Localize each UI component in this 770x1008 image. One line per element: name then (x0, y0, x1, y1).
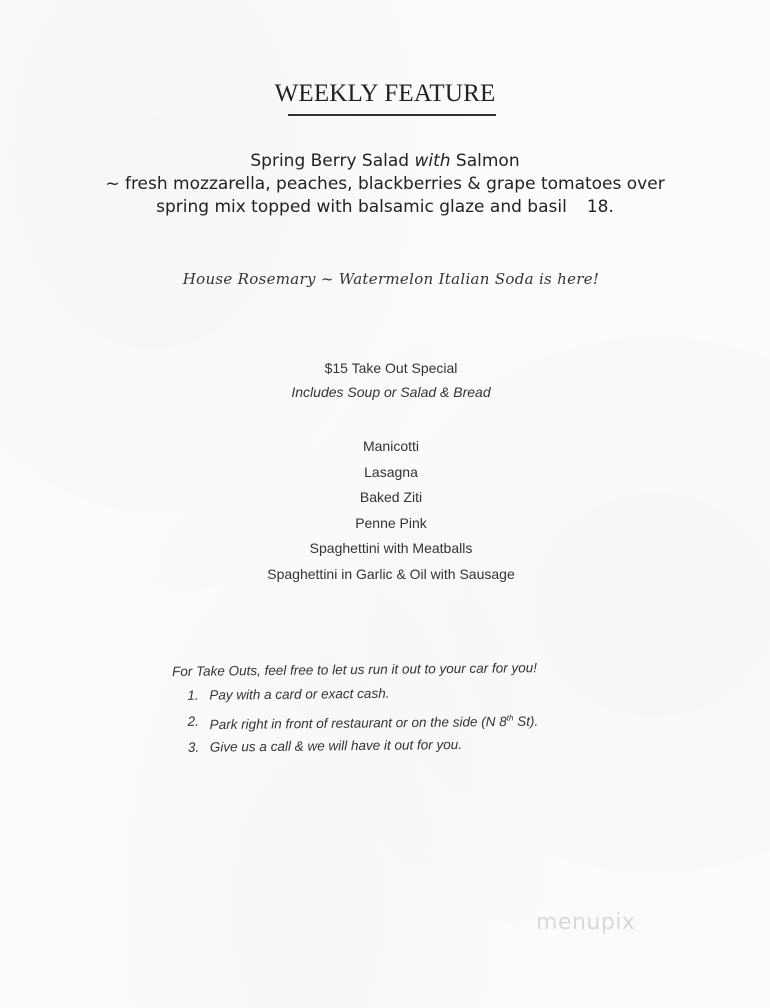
list-item: 3. Give us a call & we will have it out for you. (187, 736, 463, 755)
takeout-lead: For Take Outs, feel free to let us run it out to your car for you! (172, 660, 538, 679)
list-item: Spaghettini in Garlic & Oil with Sausage (267, 565, 515, 582)
takeout-instructions (172, 659, 643, 765)
feature-description-line-1: ~ fresh mozzarella, peaches, blackberries & grape tomatoes over (105, 174, 665, 194)
title-underline (288, 114, 496, 116)
special-title: $15 Take Out Special (324, 360, 458, 376)
soda-announcement: House Rosemary ~ Watermelon Italian Soda is here! (182, 270, 600, 288)
feature-name: Spring Berry Salad with Salmon (250, 151, 520, 171)
special-subtitle: Includes Soup or Salad & Bread (291, 384, 491, 400)
weekly-feature (0, 150, 770, 219)
list-item: Spaghettini with Meatballs (309, 540, 473, 556)
list-item: Baked Ziti (359, 489, 423, 505)
page-title: WEEKLY FEATURE (274, 80, 496, 107)
list-item: 1. Pay with a card or exact cash. (187, 685, 390, 703)
takeout-steps (172, 682, 643, 765)
list-item: Manicotti (362, 438, 420, 454)
feature-description-line-2: spring mix topped with balsamic glaze and basil 18. (156, 197, 614, 217)
feature-price: 18. (586, 197, 614, 217)
special-menu-list (0, 436, 770, 589)
list-item: Lasagna (364, 463, 418, 480)
menupix-watermark: menupix (536, 910, 636, 935)
takeout-special (0, 360, 770, 400)
list-item: 2. Park right in front of restaurant or on the side (N 8th St). (187, 713, 539, 733)
list-item: Penne Pink (355, 514, 427, 531)
